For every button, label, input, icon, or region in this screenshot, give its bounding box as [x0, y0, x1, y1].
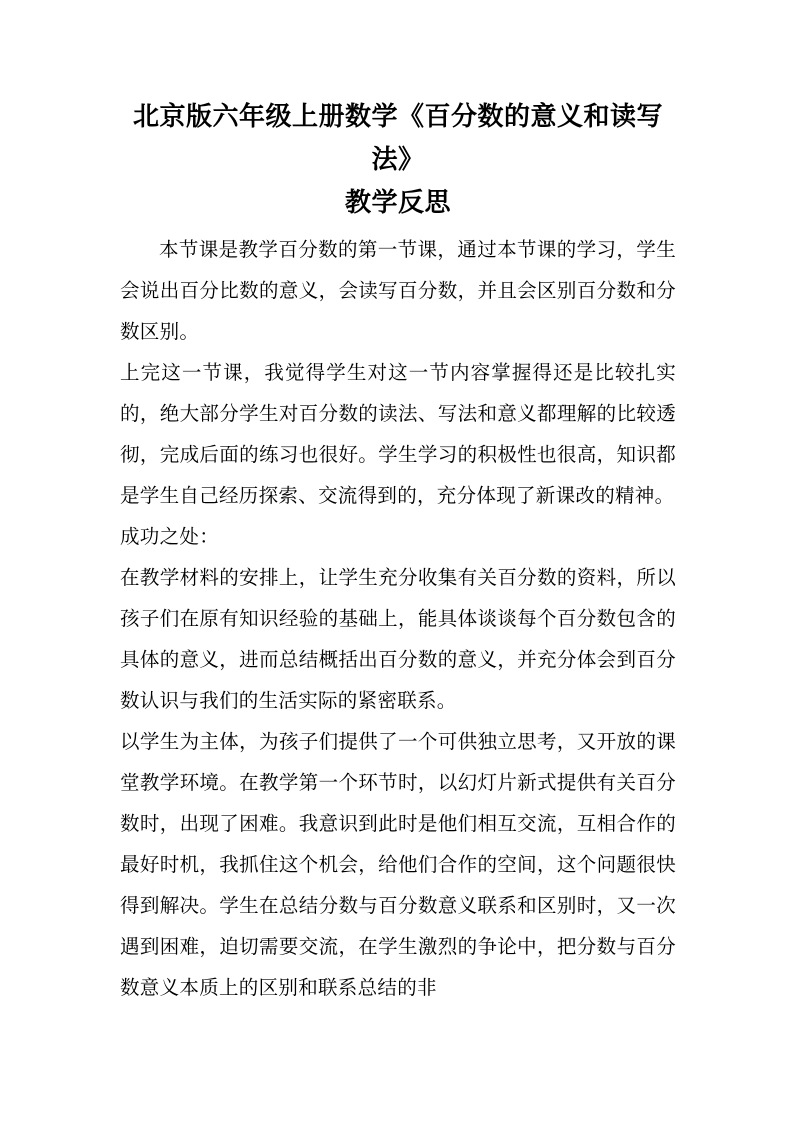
document-body [120, 229, 676, 1008]
document-title [120, 96, 676, 225]
paragraph-materials: 在教学材料的安排上，让学生充分收集有关百分数的资料，所以孩子们在原有知识经验的基础上，能具体谈谈每个百分数包含的具体的意义，进而总结概括出百分数的意义，并充分体会到百分数认识与我们的生活实际的紧密联系。 [120, 566, 676, 712]
title-line-1: 北京版六年级上册数学《百分数的意义和读写法》 [132, 102, 663, 175]
paragraph-student-centered: 以学生为主体，为孩子们提供了一个可供独立思考，又开放的课堂教学环境。在教学第一个环节时，以幻灯片新式提供有关百分数时，出现了困难。我意识到此时是他们相互交流，互相合作的最好时机，我抓住这个机会，给他们合作的空间，这个问题很快得到解决。学生在总结分数与百分数意义联系和区别时，又一次遇到困难，迫切需要交流，在学生激烈的争论中，把分数与百分数意义本质上的区别和联系总结的非 [120, 730, 676, 999]
paragraph-reflection: 上完这一节课，我觉得学生对这一节内容掌握得还是比较扎实的，绝大部分学生对百分数的读法、写法和意义都理解的比较透彻，完成后面的练习也很好。学生学习的积极性也很高，知识都是学生自己经历探索、交流得到的，充分体现了新课改的精神。 [120, 361, 676, 507]
paragraph-intro: 本节课是教学百分数的第一节课，通过本节课的学习，学生会说出百分比数的意义，会读写百分数，并且会区别百分数和分数区别。 [120, 238, 676, 343]
section-heading-successes: 成功之处： [120, 525, 220, 548]
title-line-2: 教学反思 [344, 188, 451, 218]
